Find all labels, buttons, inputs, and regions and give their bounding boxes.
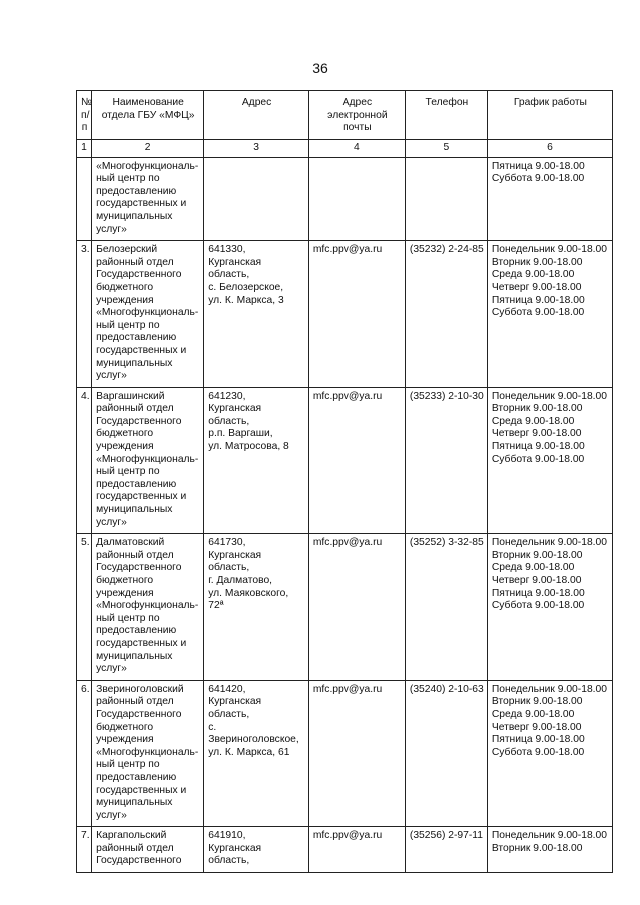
row-number: 7. xyxy=(77,827,92,873)
office-schedule: Понедельник 9.00-18.00 Вторник 9.00-18.00 Среда 9.00-18.00 Четверг 9.00-18.00 Пятница 9.00-18.00 Суббота 9.00-18.00 xyxy=(487,387,612,534)
header-row xyxy=(77,91,613,140)
office-schedule: Понедельник 9.00-18.00 Вторник 9.00-18.00 Среда 9.00-18.00 Четверг 9.00-18.00 Пятница 9.00-18.00 Суббота 9.00-18.00 xyxy=(487,241,612,388)
office-name: Звериноголовский районный отдел Государственного бюджетного учреждения «Многофункциональ-ный центр по предоставлению государственных и муниципальных услуг» xyxy=(92,680,204,827)
office-phone: (35240) 2-10-63 xyxy=(405,680,487,827)
row-number: 3. xyxy=(77,241,92,388)
office-phone: (35252) 3-32-85 xyxy=(405,534,487,681)
table-row xyxy=(77,157,613,241)
office-address: 641730, Курганская область, г. Далматово, ул. Маяковского, 72ª xyxy=(204,534,309,681)
office-address: 641420, Курганская область, с. Звериноголовское, ул. К. Маркса, 61 xyxy=(204,680,309,827)
header-schedule: График работы xyxy=(487,91,612,140)
office-name: Варгашинский районный отдел Государственного бюджетного учреждения «Многофункциональ-ный центр по предоставлению государственных и муниципальных услуг» xyxy=(92,387,204,534)
page-number: 36 xyxy=(312,60,328,76)
table-row xyxy=(77,387,613,534)
office-name: Белозерский районный отдел Государственного бюджетного учреждения «Многофункциональ-ный центр по предоставлению государственных и муниципальных услуг» xyxy=(92,241,204,388)
column-number-row xyxy=(77,140,613,158)
office-email xyxy=(308,157,405,241)
column-number: 6 xyxy=(487,140,612,158)
header-email: Адрес электронной почты xyxy=(308,91,405,140)
header-phone: Телефон xyxy=(405,91,487,140)
office-schedule: Пятница 9.00-18.00 Суббота 9.00-18.00 xyxy=(487,157,612,241)
office-address: 641330, Курганская область, с. Белозерское, ул. К. Маркса, 3 xyxy=(204,241,309,388)
table-row xyxy=(77,534,613,681)
office-schedule: Понедельник 9.00-18.00 Вторник 9.00-18.00 xyxy=(487,827,612,873)
office-phone: (35232) 2-24-85 xyxy=(405,241,487,388)
office-email: mfc.ppv@ya.ru xyxy=(308,241,405,388)
office-address xyxy=(204,157,309,241)
row-number: 4. xyxy=(77,387,92,534)
office-phone: (35233) 2-10-30 xyxy=(405,387,487,534)
header-address: Адрес xyxy=(204,91,309,140)
office-name: Каргапольский районный отдел Государственного xyxy=(92,827,204,873)
office-email: mfc.ppv@ya.ru xyxy=(308,827,405,873)
table-row xyxy=(77,680,613,827)
header-number: № п/п xyxy=(77,91,92,140)
mfc-offices-table xyxy=(76,90,613,873)
column-number: 5 xyxy=(405,140,487,158)
office-name: «Многофункциональ-ный центр по предоставлению государственных и муниципальных услуг» xyxy=(92,157,204,241)
row-number xyxy=(77,157,92,241)
column-number: 1 xyxy=(77,140,92,158)
column-number: 3 xyxy=(204,140,309,158)
office-address: 641230, Курганская область, р.п. Варгаши, ул. Матросова, 8 xyxy=(204,387,309,534)
office-email: mfc.ppv@ya.ru xyxy=(308,387,405,534)
office-schedule: Понедельник 9.00-18.00 Вторник 9.00-18.00 Среда 9.00-18.00 Четверг 9.00-18.00 Пятница 9.00-18.00 Суббота 9.00-18.00 xyxy=(487,534,612,681)
row-number: 6. xyxy=(77,680,92,827)
row-number: 5. xyxy=(77,534,92,681)
header-name: Наименование отдела ГБУ «МФЦ» xyxy=(92,91,204,140)
office-email: mfc.ppv@ya.ru xyxy=(308,534,405,681)
office-name: Далматовский районный отдел Государственного бюджетного учреждения «Многофункциональ-ный центр по предоставлению государственных и муниципальных услуг» xyxy=(92,534,204,681)
office-email: mfc.ppv@ya.ru xyxy=(308,680,405,827)
office-phone xyxy=(405,157,487,241)
column-number: 2 xyxy=(92,140,204,158)
table-row xyxy=(77,241,613,388)
office-schedule: Понедельник 9.00-18.00 Вторник 9.00-18.00 Среда 9.00-18.00 Четверг 9.00-18.00 Пятница 9.00-18.00 Суббота 9.00-18.00 xyxy=(487,680,612,827)
office-phone: (35256) 2-97-11 xyxy=(405,827,487,873)
table-row xyxy=(77,827,613,873)
office-address: 641910, Курганская область, xyxy=(204,827,309,873)
column-number: 4 xyxy=(308,140,405,158)
